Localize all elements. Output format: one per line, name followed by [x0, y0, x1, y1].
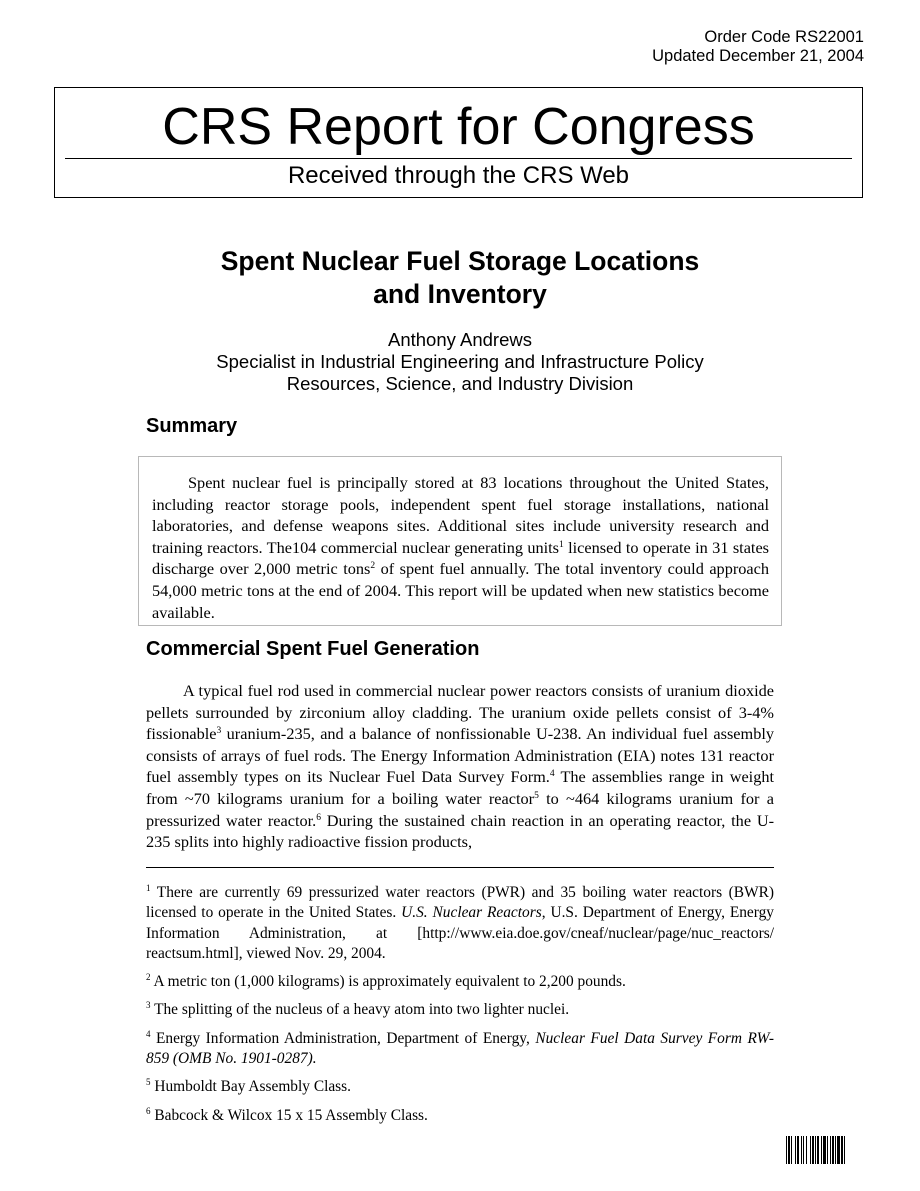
summary-box	[138, 456, 782, 626]
title-line-2: and Inventory	[373, 279, 547, 309]
footnote-1: $^1$ There are currently 69 pressurized water reactors (PWR) and 35 boiling water reactors (BWR) licensed to operate in the United States. U.S. Nuclear Reactors, U.S. Department of Energy, Energy Information Administration, at [http://www.eia.doe.gov/cneaf/nuclear/page/nuc_reactors/ reactsum.html], viewed Nov. 29, 2004.	[146, 883, 774, 962]
footnote-ref-5: 5	[534, 790, 539, 801]
footnote-5: $^5$ Humboldt Bay Assembly Class.	[146, 1077, 352, 1096]
banner-rule	[65, 158, 852, 159]
footnote-ref-1: 1	[559, 539, 564, 550]
author-title: Specialist in Industrial Engineering and Infrastructure Policy	[216, 351, 704, 372]
footnote-2: $^2$ A metric ton (1,000 kilograms) is approximately equivalent to 2,200 pounds.	[146, 972, 626, 991]
body-paragraph: A typical fuel rod used in commercial nuclear power reactors consists of uranium dioxide pellets surrounded by zirconium alloy cladding. The uranium oxide pellets consist of 3-4% fissionable$^3$ uranium-235, and a balance of nonfissionable U-238. An individual fuel assembly consists of arrays of fuel rods. The Energy Information Administration (EIA) notes 131 reactor fuel assembly types on its Nuclear Fuel Data Survey Form.$^4$ The assemblies range in weight from ~70 kilograms uranium for a boiling water reactor$^5$ to ~464 kilograms uranium for a pressurized water reactor.$^6$ During the sustained chain reaction in an operating reactor, the U-235 splits into highly radioactive fission products,	[146, 681, 775, 852]
footnote-ref-6: 6	[316, 812, 321, 823]
commercial-heading: Commercial Spent Fuel Generation	[146, 638, 480, 660]
order-code: Order Code RS22001	[704, 28, 864, 46]
footnote-rule	[146, 867, 774, 868]
footnote-3: $^3$ The splitting of the nucleus of a heavy atom into two lighter nuclei.	[146, 1000, 570, 1019]
report-banner	[54, 87, 863, 198]
barcode	[786, 1136, 876, 1164]
footnote-ref-2: 2	[370, 561, 376, 572]
footnotes	[146, 883, 774, 1134]
footnote-6: $^6$ Babcock & Wilcox 15 x 15 Assembly Class.	[146, 1105, 428, 1124]
footnote-4: $^4$ Energy Information Administration, Department of Energy, Nuclear Fuel Data Survey Form RW-859 (OMB No. 1901-0287).	[146, 1028, 774, 1068]
author-block	[0, 329, 920, 395]
updated-date: Updated December 21, 2004	[652, 47, 864, 65]
footnote-ref-3: 3	[216, 726, 222, 737]
banner-subtitle: Received through the CRS Web	[287, 162, 630, 189]
summary-heading: Summary	[146, 415, 238, 437]
footnote-ref-4: 4	[549, 769, 555, 780]
banner-title: CRS Report for Congress	[162, 98, 755, 156]
order-info	[652, 28, 864, 66]
title-line-1: Spent Nuclear Fuel Storage Locations	[220, 246, 700, 276]
author-name: Anthony Andrews	[388, 329, 532, 350]
document-title	[0, 245, 920, 311]
summary-text: Spent nuclear fuel is principally stored at 83 locations throughout the United States, including reactor storage pools, independent spent fuel storage installations, national laboratories, and defense weapons sites. Additional sites include university research and training reactors. The104 commercial nuclear generating units$^1$ licensed to operate in 31 states discharge over 2,000 metric tons$^2$ of spent fuel annually. The total inventory could approach 54,000 metric tons at the end of 2004. This report will be updated when new statistics become available.	[152, 473, 770, 622]
author-division: Resources, Science, and Industry Division	[286, 373, 634, 394]
